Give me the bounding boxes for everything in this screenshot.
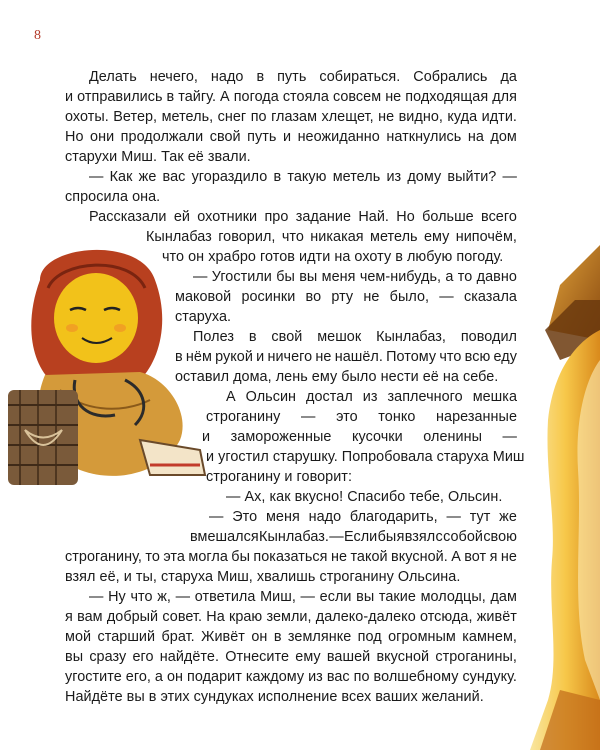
word: — (89, 169, 104, 185)
word: снег (217, 109, 247, 125)
text-line (146, 227, 517, 247)
word: дам (490, 589, 517, 605)
word: а (154, 669, 163, 685)
word: тут (469, 509, 491, 525)
word: ей (173, 209, 190, 225)
word: Это (232, 509, 258, 525)
word: волшебному (373, 669, 459, 685)
word: далеко-далеко (315, 609, 416, 625)
word: куда (447, 109, 478, 125)
word: по (353, 669, 370, 685)
word: огромным (388, 629, 456, 645)
word: Потому (386, 349, 437, 365)
text-line: строганину и говорит: (206, 469, 352, 485)
word: говорил, (218, 229, 276, 245)
word: в (248, 329, 257, 345)
word: сразу (89, 649, 127, 665)
word: сказала (463, 289, 517, 305)
word: росинки (241, 289, 296, 305)
word: старший (97, 629, 156, 645)
word: в (175, 349, 183, 365)
word: мешка (472, 389, 517, 405)
page-number: 8 (34, 28, 41, 43)
word: надо (210, 69, 244, 85)
word: взял (404, 529, 436, 545)
text-line: оставил дома, лень ему было нести её на себе. (175, 369, 499, 385)
word: отсюда, (419, 609, 473, 625)
word: Как (109, 169, 133, 185)
word: Най. (358, 209, 389, 225)
word: всего (481, 209, 517, 225)
word: Миш, (260, 589, 296, 605)
word: нипочём, (455, 229, 517, 245)
word: погода (233, 89, 279, 105)
text-line: Найдёте вы в этих сундуках исполнение всех ваших желаний. (65, 689, 484, 705)
word: то (457, 269, 473, 285)
word: каждому (245, 669, 305, 685)
text-line: и угостил старушку. Попробовала старуха Миш (206, 449, 525, 465)
word: его, (125, 669, 151, 685)
word: в (273, 169, 282, 185)
word: свой (271, 329, 303, 345)
word: надо (308, 509, 342, 525)
word: ему (423, 229, 450, 245)
text-line (206, 407, 517, 427)
word: поводил (460, 329, 517, 345)
word: вашей (326, 649, 371, 665)
word: А (220, 89, 230, 105)
word: не (315, 349, 332, 365)
word: — (209, 509, 224, 525)
text-line (65, 127, 517, 147)
word: меня (265, 509, 300, 525)
word: вы (356, 589, 375, 605)
text-line (89, 207, 517, 227)
word: краю (228, 609, 263, 625)
word: строганины, (435, 649, 517, 665)
word: Рассказали (89, 209, 167, 225)
word: строганину (206, 409, 281, 425)
word: подходящая (405, 89, 489, 105)
text-line (65, 667, 517, 687)
word: задание (295, 209, 352, 225)
word: совет. (162, 609, 203, 625)
word: чем-нибудь, (359, 269, 442, 285)
word: он (251, 629, 268, 645)
word: Кынлабаз. (259, 529, 329, 545)
word: это (336, 409, 358, 425)
word: подарит (187, 669, 242, 685)
text-line (209, 507, 517, 527)
word: Но (396, 209, 415, 225)
word: вы (65, 649, 84, 665)
word: ж, (157, 589, 171, 605)
word: то (145, 549, 160, 565)
text-line: спросила она. (65, 189, 161, 205)
word: нарезанные (436, 409, 517, 425)
word: бы (231, 549, 250, 565)
word: брат. (161, 629, 195, 645)
word: охотники (197, 209, 258, 225)
text-line (65, 87, 517, 107)
text-line: взял её, и ты, старуха Миш, хвалишь строганину Ольсина. (65, 569, 461, 585)
word: — (300, 589, 315, 605)
word: маковой (175, 289, 232, 305)
word: я (489, 549, 498, 565)
word: угостите (65, 669, 122, 685)
word: больше (422, 209, 474, 225)
word: если (319, 589, 352, 605)
word: во (305, 289, 322, 305)
word: показаться (253, 549, 328, 565)
text-line: старухи Миш. Так её звали. (65, 149, 251, 165)
word: не (378, 109, 395, 125)
word: достал (306, 389, 353, 405)
text-line (226, 387, 517, 407)
word: еду (493, 349, 517, 365)
word: мешок (317, 329, 362, 345)
text-line: старуха. (175, 309, 232, 325)
word: вы (299, 269, 318, 285)
word: никакая (310, 229, 364, 245)
word: и (256, 349, 265, 365)
word: Отнесите (225, 649, 290, 665)
word: тайгу. (178, 89, 217, 105)
text-line: что он храбро готов идти на охоту в любую погоду. (162, 249, 504, 265)
word: угораздило (191, 169, 268, 185)
word: видно, (398, 109, 443, 125)
word: по (250, 109, 267, 125)
text-line (175, 347, 517, 367)
word: бы (276, 269, 295, 285)
word: кусочки (352, 429, 403, 445)
word: продолжали (120, 129, 204, 145)
word: всю (464, 349, 491, 365)
word: что (439, 349, 462, 365)
word: из (362, 389, 378, 405)
word: Ветер, (113, 109, 158, 125)
word: он (166, 669, 184, 685)
word: — (193, 269, 208, 285)
word: Собрались (413, 69, 488, 85)
word: собираться. (319, 69, 401, 85)
word: могла (188, 549, 228, 565)
text-line (193, 327, 517, 347)
word: строганину, (65, 549, 142, 565)
word: ответила (194, 589, 256, 605)
word: нашёл. (334, 349, 383, 365)
word: же (499, 509, 517, 525)
word: А (451, 549, 461, 565)
word: вмешался (190, 529, 259, 545)
word: Делать (89, 69, 137, 85)
text-line (89, 167, 517, 187)
word: бы (377, 529, 397, 545)
word: из (386, 169, 402, 185)
text-line (89, 67, 517, 87)
word: Ольсин (245, 389, 297, 405)
text-line (190, 527, 517, 547)
word: в (273, 629, 282, 645)
word: не (330, 549, 348, 565)
word: в (166, 89, 175, 105)
word: живёт (476, 609, 517, 625)
word: что (130, 589, 153, 605)
word: охоты. (65, 109, 109, 125)
word: найдёте. (159, 649, 220, 665)
word: — (439, 289, 454, 305)
word: — (175, 589, 191, 605)
word: вкусной (376, 649, 430, 665)
word: вас (326, 669, 350, 685)
word: из (308, 669, 323, 685)
word: заплечного (387, 389, 463, 405)
word: путь (277, 69, 307, 85)
word: было, (389, 289, 430, 305)
word: благодарить, (349, 509, 438, 525)
word: рукой (215, 349, 253, 365)
word: — (502, 429, 517, 445)
word: да (500, 69, 517, 85)
word: и (65, 89, 74, 105)
word: нечего, (149, 69, 198, 85)
word: про (264, 209, 289, 225)
word: метель, (161, 109, 214, 125)
text-line (65, 607, 517, 627)
word: ему (295, 649, 321, 665)
text-line (65, 647, 517, 667)
word: его (132, 649, 154, 665)
text-line (65, 547, 517, 567)
word: ничего (267, 349, 313, 365)
word: такую (287, 169, 327, 185)
word: свою (483, 529, 517, 545)
word: Угостили (211, 269, 272, 285)
word: не (363, 289, 380, 305)
word: землянке (287, 629, 352, 645)
word: — (502, 169, 517, 185)
word: выйти? (447, 169, 497, 185)
word: А (226, 389, 236, 405)
word: вас (162, 169, 186, 185)
word: — (89, 589, 104, 605)
word: отправились (77, 89, 163, 105)
word: вот (464, 549, 487, 565)
word: я (396, 529, 405, 545)
word: нём (185, 349, 212, 365)
word: Если (343, 529, 378, 545)
word: неожиданно (297, 129, 380, 145)
word: Ну (108, 589, 126, 605)
word: такие (378, 589, 416, 605)
word: что (281, 229, 304, 245)
word: они (90, 129, 115, 145)
word: а (445, 269, 454, 285)
word: метель (332, 169, 381, 185)
word: давно (476, 269, 517, 285)
text-line: — Ах, как вкусно! Спасибо тебе, Ольсин. (226, 489, 503, 505)
word: оленины (423, 429, 482, 445)
word: — (329, 529, 344, 545)
word: для (492, 89, 517, 105)
word: с (435, 529, 443, 545)
word: и (282, 129, 292, 145)
word: стояла (282, 89, 329, 105)
word: путь (247, 129, 277, 145)
text-line (202, 427, 517, 447)
word: хлещет, (321, 109, 374, 125)
word: Кынлабаз, (376, 329, 446, 345)
word: Живёт (201, 629, 245, 645)
word: земли, (266, 609, 312, 625)
word: на (467, 129, 484, 145)
text-line (65, 107, 517, 127)
word: глазам (271, 109, 318, 125)
word: не (500, 549, 517, 565)
word: — (446, 509, 461, 525)
word: эта (163, 549, 185, 565)
word: На (206, 609, 225, 625)
word: метель (370, 229, 418, 245)
text-line (89, 587, 517, 607)
word: добрый (106, 609, 159, 625)
word: Полез (193, 329, 234, 345)
word: я (65, 609, 73, 625)
word: идти. (481, 109, 517, 125)
text-line (175, 287, 517, 307)
word: наткнулись (386, 129, 462, 145)
word: вам (77, 609, 103, 625)
word: меня (321, 269, 356, 285)
word: в (256, 69, 265, 85)
word: тонко (378, 409, 416, 425)
word: рту (331, 289, 354, 305)
word: же (138, 169, 157, 185)
text-line (193, 267, 517, 287)
word: совсем (332, 89, 382, 105)
word: Кынлабаз (146, 229, 212, 245)
text-line (65, 627, 517, 647)
word: не (385, 89, 402, 105)
word: вкусной. (391, 549, 448, 565)
word: замороженные (230, 429, 332, 445)
word: дому (407, 169, 442, 185)
word: такой (350, 549, 388, 565)
word: мой (65, 629, 92, 645)
word: дом (490, 129, 517, 145)
word: Но (65, 129, 84, 145)
word: — (300, 409, 316, 425)
word: собой (443, 529, 483, 545)
word: молодцы, (420, 589, 486, 605)
word: свой (209, 129, 241, 145)
word: сундуку. (462, 669, 517, 685)
word: камнем, (462, 629, 517, 645)
word: под (357, 629, 382, 645)
word: и (202, 429, 211, 445)
